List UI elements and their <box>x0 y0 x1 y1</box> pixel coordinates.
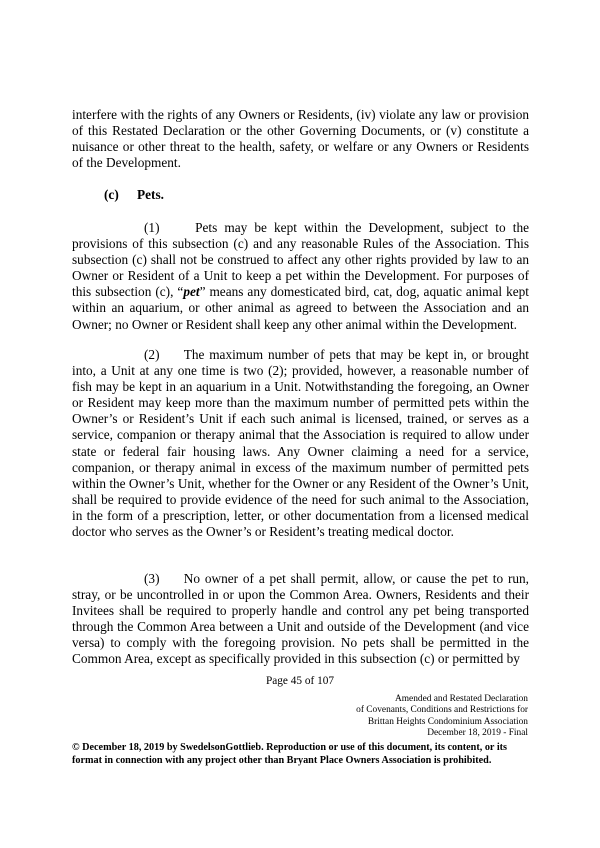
section-heading <box>104 187 164 203</box>
paragraph-1-text-start: Pets may be kept within the Development, subject to the provisions of this subsection (c) and any reasonable Rules of the Association. This subsection (c) shall not be construed to affect any other rights provided by law to an Owner or Resident of a Unit to keep a pet within the Development. For purposes of this subsection (c), “ <box>72 220 530 300</box>
section-label: (c) <box>104 187 119 202</box>
paragraph-2-number: (2) <box>144 347 160 362</box>
document-info-block <box>356 694 528 739</box>
paragraph-1-number: (1) <box>144 220 160 235</box>
doc-info-line: Amended and Restated Declaration <box>394 694 528 704</box>
intro-paragraph: interfere with the rights of any Owners or Residents, (iv) violate any law or provision of this Restated Declaration or the other Governing Documents, or (v) constitute a nuisance or other threat to the health, safety, or welfare or any Owners or Residents of the Development. <box>72 107 529 171</box>
paragraph-2-text: The maximum number of pets that may be kept in, or brought into, a Unit at any one time is two (2); provided, however, a reasonable number of fish may be kept in an aquarium in a Unit. Notwithstanding the foregoing, an Owner or Resident may keep more than the maximum number of permitted pets within the Owner’s or Resident’s Unit if each such animal is licensed, trained, or serves as a service, companion or therapy animal that the Association is required to allow under state or federal fair housing laws. Any Owner claiming a need for a service, companion, or therapy animal in excess of the maximum number of permitted pets within the Owner’s Unit, whether for the Owner or any Resident of the Owner’s Unit, shall be required to provide evidence of the need for such animal to the Association, in the form of a prescription, letter, or other documentation from a licensed medical doctor who serves as the Owner’s or Resident’s treating medical doctor. <box>72 347 529 540</box>
paragraph-2 <box>72 347 529 540</box>
doc-info-line: of Covenants, Conditions and Restrictions for <box>356 705 528 716</box>
doc-info-line: Brittan Heights Condominium Association <box>367 716 528 727</box>
page-number: Page 45 of 107 <box>265 675 335 687</box>
defined-term-pet: pet <box>183 284 200 300</box>
section-title: Pets. <box>137 187 164 202</box>
paragraph-3-text: No owner of a pet shall permit, allow, or cause the pet to run, stray, or be uncontrolled in or upon the Common Area. Owners, Residents and their Invitees shall be required to properly handle and control any pet being transported through the Common Area between a Unit and outside of the Development (and vice versa) to comply with the foregoing provision. No pets shall be permitted in the Common Area, except as specifically provided in this subsection (c) or permitted by <box>72 571 530 667</box>
doc-info-line: December 18, 2019 - Final <box>427 727 528 738</box>
paragraph-3-number: (3) <box>144 571 160 586</box>
copyright-notice: © December 18, 2019 by SwedelsonGottlieb. Reproduction or use of this document, its content, or its format in connection with any project other than Bryant Place Owners Association is prohibited. <box>72 742 508 766</box>
paragraph-1-text-end: ” means any domesticated bird, cat, dog, aquatic animal kept within an aquarium, or other animal as agreed to between the Association and an Owner; no Owner or Resident shall keep any other animal within the Development. <box>72 284 529 332</box>
paragraph-3 <box>72 571 529 668</box>
paragraph-1 <box>72 220 529 333</box>
